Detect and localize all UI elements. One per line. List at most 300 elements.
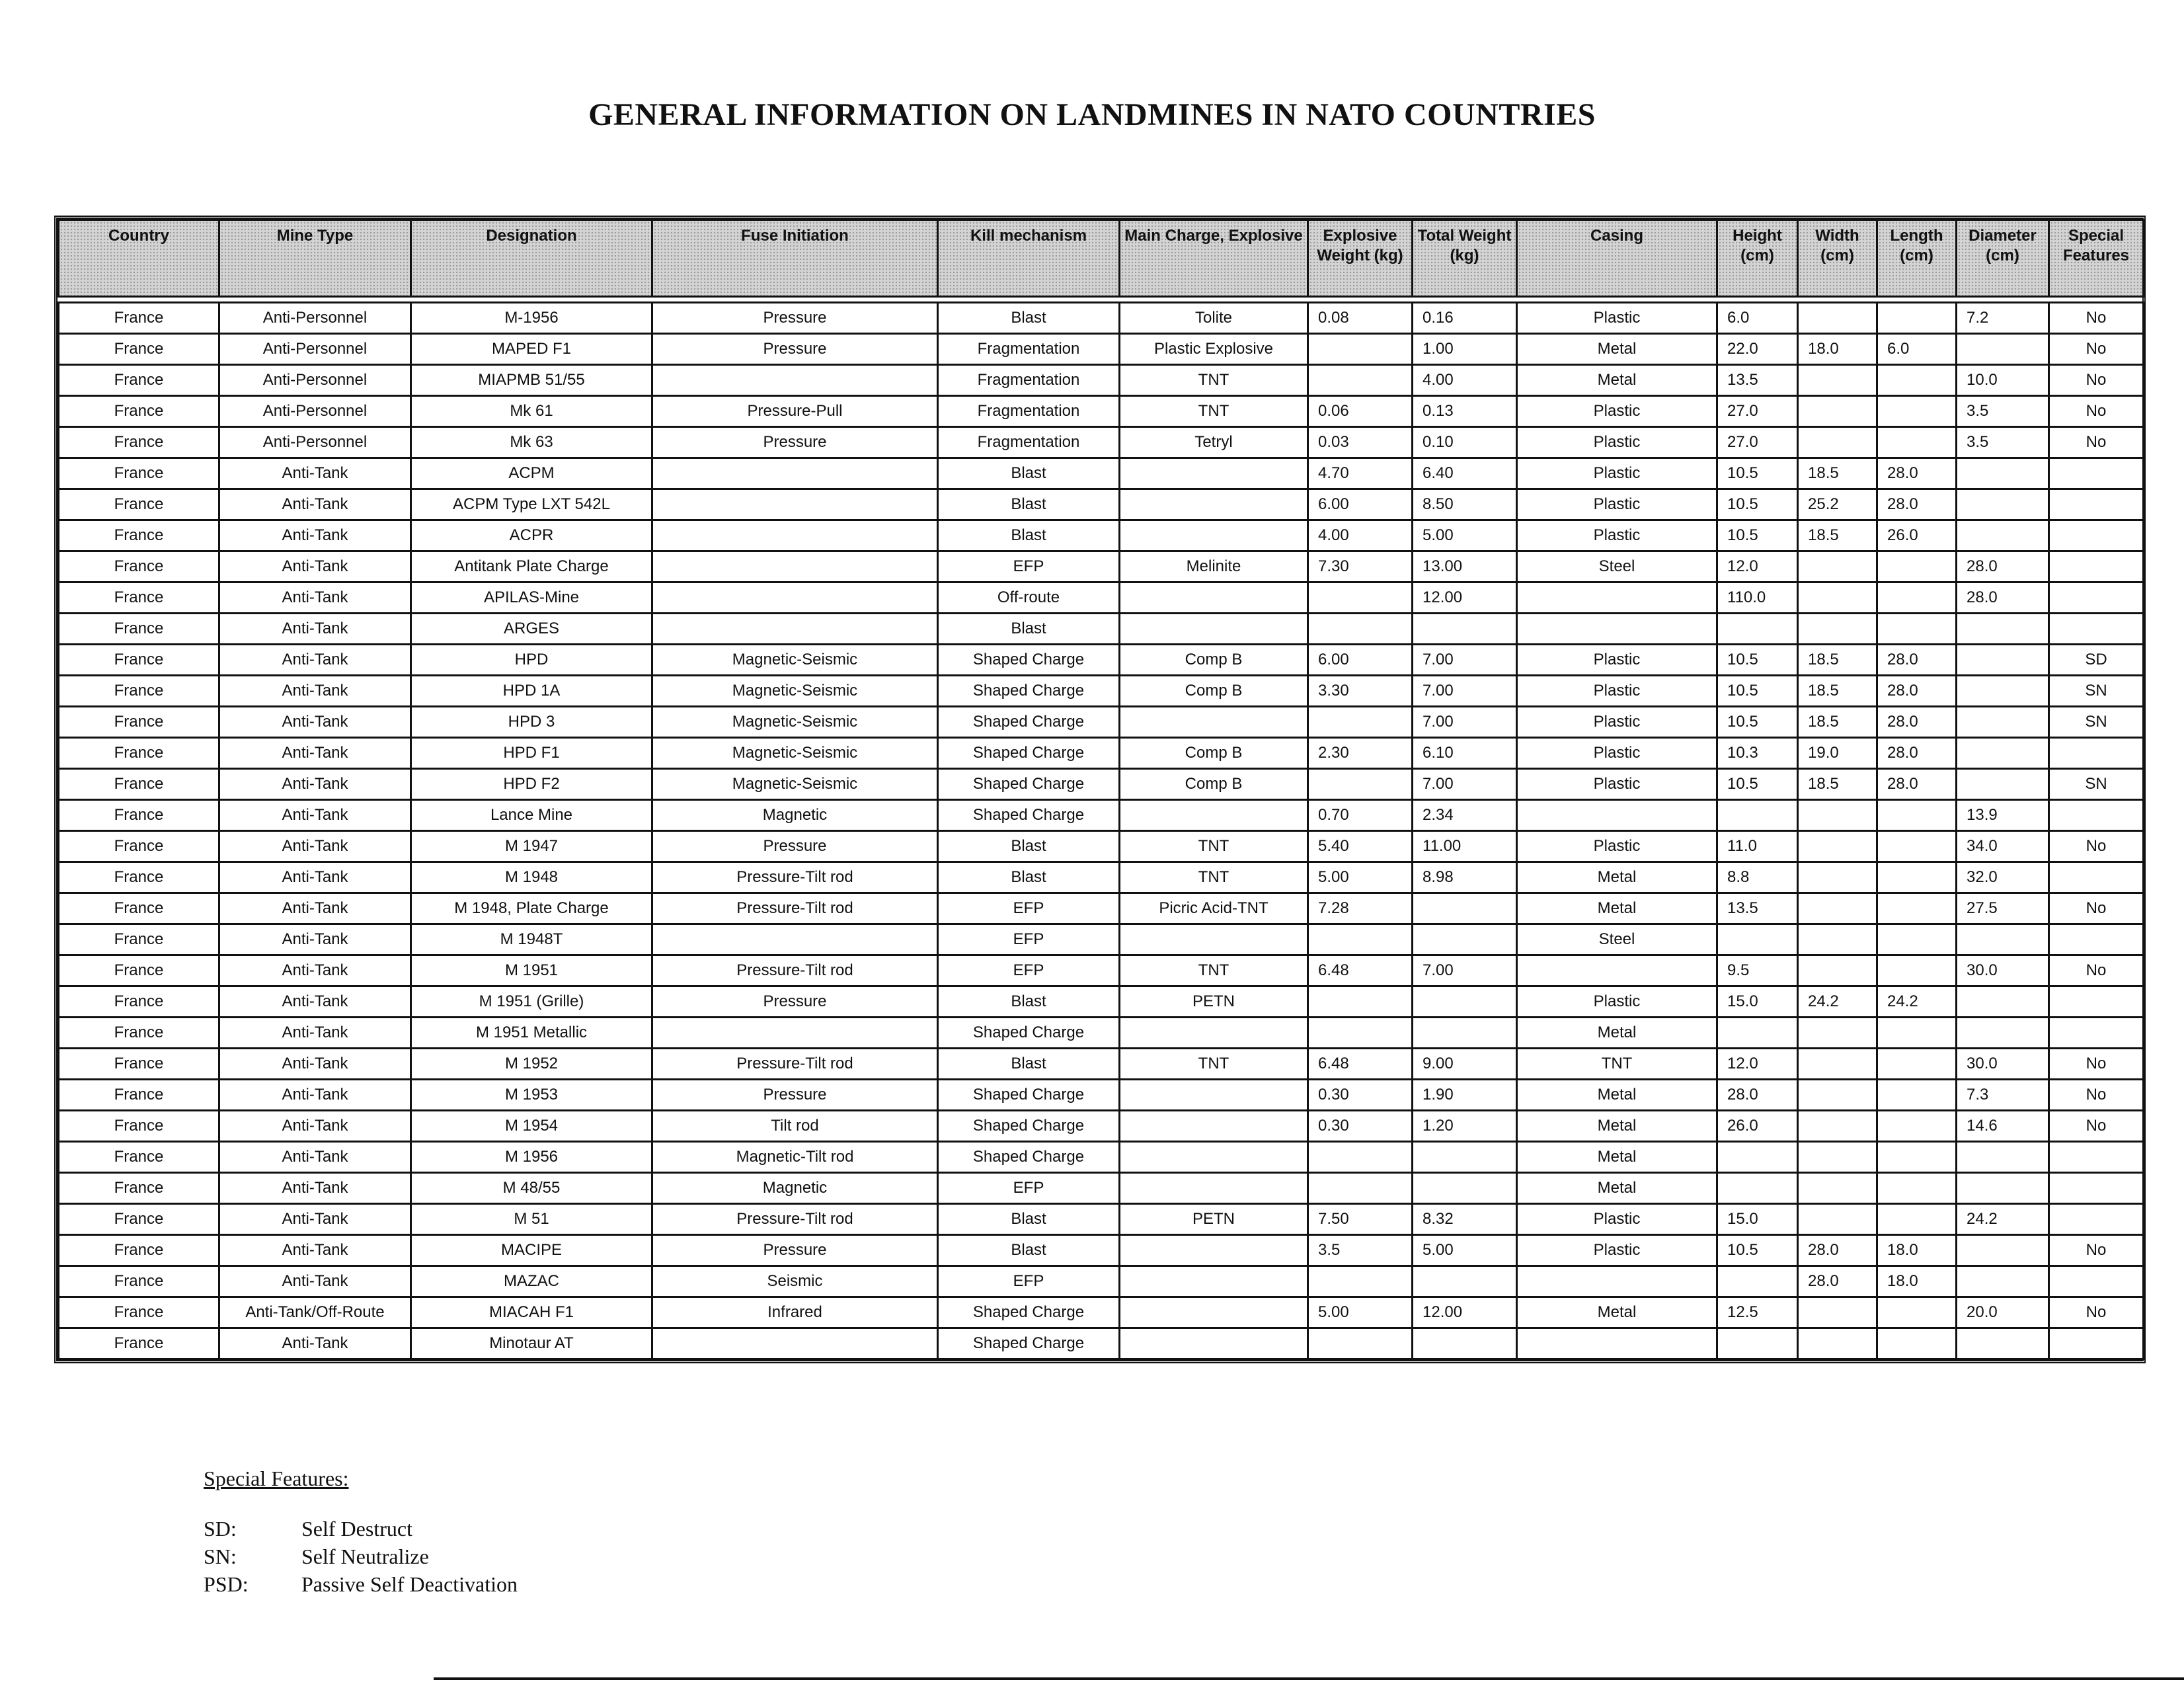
table-cell: 2.30 xyxy=(1308,738,1413,769)
table-cell xyxy=(1877,1049,1957,1080)
table-row xyxy=(59,862,2144,893)
table-cell: M 1951 Metallic xyxy=(411,1018,652,1049)
table-cell: Antitank Plate Charge xyxy=(411,551,652,582)
table-cell: ARGES xyxy=(411,614,652,645)
table-cell: Anti-Tank xyxy=(219,862,411,893)
table-cell: Anti-Tank xyxy=(219,1018,411,1049)
table-cell xyxy=(1308,582,1413,614)
table-cell xyxy=(1120,1173,1308,1204)
table-cell xyxy=(652,582,938,614)
table-cell: Magnetic-Tilt rod xyxy=(652,1142,938,1173)
table-cell: No xyxy=(2049,893,2144,924)
table-cell xyxy=(1798,831,1877,862)
table-cell: ACPR xyxy=(411,520,652,551)
table-cell xyxy=(1120,520,1308,551)
table-cell: 27.5 xyxy=(1957,893,2049,924)
table-cell xyxy=(1413,1173,1517,1204)
table-cell: No xyxy=(2049,365,2144,396)
table-cell: Plastic xyxy=(1517,520,1717,551)
table-cell: 0.16 xyxy=(1413,303,1517,334)
table-cell: France xyxy=(59,1111,219,1142)
table-cell xyxy=(1413,893,1517,924)
table-cell xyxy=(1877,1204,1957,1235)
table-cell: Blast xyxy=(938,1204,1120,1235)
table-cell: Fragmentation xyxy=(938,334,1120,365)
landmine-table xyxy=(54,216,2146,1363)
table-cell: Plastic xyxy=(1517,1235,1717,1266)
table-cell xyxy=(2049,1018,2144,1049)
table-cell xyxy=(1957,645,2049,676)
table-cell xyxy=(652,1018,938,1049)
bottom-divider xyxy=(434,1677,2184,1680)
table-cell: France xyxy=(59,1266,219,1297)
table-cell: M 1948T xyxy=(411,924,652,955)
table-cell: Minotaur AT xyxy=(411,1328,652,1359)
table-cell: Anti-Tank xyxy=(219,769,411,800)
table-row xyxy=(59,1266,2144,1297)
table-cell: Anti-Tank xyxy=(219,582,411,614)
column-header: Mine Type xyxy=(219,220,411,297)
table-cell xyxy=(1308,707,1413,738)
table-cell: Tolite xyxy=(1120,303,1308,334)
table-row xyxy=(59,334,2144,365)
header-separator xyxy=(59,297,2144,303)
table-cell: Magnetic xyxy=(652,1173,938,1204)
table-cell: Melinite xyxy=(1120,551,1308,582)
table-cell: Pressure-Pull xyxy=(652,396,938,427)
table-cell: Anti-Tank xyxy=(219,1204,411,1235)
table-cell: Blast xyxy=(938,862,1120,893)
column-header: Kill mechanism xyxy=(938,220,1120,297)
table-cell xyxy=(1717,1018,1798,1049)
table-cell xyxy=(1413,1142,1517,1173)
table-cell: Pressure xyxy=(652,303,938,334)
table-cell xyxy=(1877,955,1957,986)
table-cell xyxy=(2049,986,2144,1018)
table-cell: Plastic xyxy=(1517,303,1717,334)
table-cell xyxy=(1308,924,1413,955)
table-cell: 28.0 xyxy=(1957,551,2049,582)
table-cell: Anti-Tank xyxy=(219,924,411,955)
table-row xyxy=(59,1111,2144,1142)
table-cell: France xyxy=(59,986,219,1018)
table-cell xyxy=(1877,1080,1957,1111)
table-row xyxy=(59,1142,2144,1173)
table-cell: 12.00 xyxy=(1413,582,1517,614)
table-cell xyxy=(1517,614,1717,645)
table-cell xyxy=(1957,924,2049,955)
table-cell: Metal xyxy=(1517,1142,1717,1173)
table-cell xyxy=(1308,1018,1413,1049)
table-cell: Fragmentation xyxy=(938,365,1120,396)
table-cell xyxy=(2049,1142,2144,1173)
table-cell: Anti-Tank xyxy=(219,1235,411,1266)
table-cell xyxy=(1798,396,1877,427)
table-cell: 0.06 xyxy=(1308,396,1413,427)
table-cell: Blast xyxy=(938,614,1120,645)
table-header-row xyxy=(59,220,2144,297)
table-cell xyxy=(1877,614,1957,645)
table-cell: HPD F2 xyxy=(411,769,652,800)
legend-value: Self Destruct xyxy=(301,1517,412,1541)
table-row xyxy=(59,1235,2144,1266)
table-cell xyxy=(1877,365,1957,396)
table-cell: Blast xyxy=(938,1235,1120,1266)
table-cell: France xyxy=(59,676,219,707)
table-cell: Magnetic-Seismic xyxy=(652,645,938,676)
column-header: Width (cm) xyxy=(1798,220,1877,297)
table-cell xyxy=(1877,396,1957,427)
table-cell: Plastic xyxy=(1517,645,1717,676)
table-cell xyxy=(1957,520,2049,551)
table-cell: Metal xyxy=(1517,365,1717,396)
table-cell: Blast xyxy=(938,303,1120,334)
table-cell: France xyxy=(59,924,219,955)
special-features-legend xyxy=(204,1466,518,1598)
table-cell: 12.0 xyxy=(1717,551,1798,582)
table-cell: Plastic xyxy=(1517,676,1717,707)
table-cell xyxy=(1308,986,1413,1018)
column-header: Special Features xyxy=(2049,220,2144,297)
table-cell: 6.0 xyxy=(1877,334,1957,365)
table-cell: Pressure xyxy=(652,334,938,365)
table-cell: 10.5 xyxy=(1717,707,1798,738)
table-cell xyxy=(1957,769,2049,800)
table-cell: Infrared xyxy=(652,1297,938,1328)
table-cell: 27.0 xyxy=(1717,396,1798,427)
table-cell: 28.0 xyxy=(1877,676,1957,707)
table-cell xyxy=(2049,1266,2144,1297)
table-cell xyxy=(652,458,938,489)
table-cell xyxy=(1120,1328,1308,1359)
table-cell: France xyxy=(59,1049,219,1080)
table-cell xyxy=(1877,427,1957,458)
column-header: Casing xyxy=(1517,220,1717,297)
table-cell: 28.0 xyxy=(1957,582,2049,614)
table-cell: France xyxy=(59,396,219,427)
table-cell: France xyxy=(59,893,219,924)
table-cell: APILAS-Mine xyxy=(411,582,652,614)
table-cell: Steel xyxy=(1517,551,1717,582)
table-cell: 0.70 xyxy=(1308,800,1413,831)
table-row xyxy=(59,1018,2144,1049)
table-cell: Comp B xyxy=(1120,769,1308,800)
table-cell: 1.20 xyxy=(1413,1111,1517,1142)
table-cell: Metal xyxy=(1517,862,1717,893)
table-cell: 8.8 xyxy=(1717,862,1798,893)
legend-key: SN: xyxy=(204,1545,237,1568)
table-cell: Blast xyxy=(938,831,1120,862)
table-cell: Anti-Tank xyxy=(219,1049,411,1080)
table-cell: 8.50 xyxy=(1413,489,1517,520)
table-cell: MAPED F1 xyxy=(411,334,652,365)
table-cell: 28.0 xyxy=(1877,645,1957,676)
table-cell xyxy=(1798,862,1877,893)
table-cell: France xyxy=(59,769,219,800)
table-cell: 28.0 xyxy=(1798,1235,1877,1266)
table-cell xyxy=(1413,1328,1517,1359)
table-cell: 7.30 xyxy=(1308,551,1413,582)
table-cell: Plastic xyxy=(1517,769,1717,800)
table-row xyxy=(59,955,2144,986)
table-cell: No xyxy=(2049,427,2144,458)
table-row xyxy=(59,1080,2144,1111)
table-cell: 7.00 xyxy=(1413,707,1517,738)
table-cell: 1.90 xyxy=(1413,1080,1517,1111)
table-cell: Shaped Charge xyxy=(938,738,1120,769)
table-cell: France xyxy=(59,1204,219,1235)
table-cell xyxy=(1957,676,2049,707)
table-cell xyxy=(1120,707,1308,738)
table-cell: 6.0 xyxy=(1717,303,1798,334)
table-cell xyxy=(1798,1049,1877,1080)
table-cell xyxy=(1120,924,1308,955)
table-cell: Plastic Explosive xyxy=(1120,334,1308,365)
table-cell: 7.2 xyxy=(1957,303,2049,334)
table-cell: M 1954 xyxy=(411,1111,652,1142)
column-header: Main Charge, Explosive xyxy=(1120,220,1308,297)
table-cell: 18.5 xyxy=(1798,769,1877,800)
table-cell xyxy=(1877,1297,1957,1328)
table-row xyxy=(59,458,2144,489)
table-row xyxy=(59,396,2144,427)
table-cell: 6.48 xyxy=(1308,1049,1413,1080)
table-cell: 0.30 xyxy=(1308,1111,1413,1142)
table-cell: Shaped Charge xyxy=(938,1018,1120,1049)
column-header: Designation xyxy=(411,220,652,297)
table-cell: 7.00 xyxy=(1413,769,1517,800)
table-cell xyxy=(1120,1266,1308,1297)
table-cell: M 1952 xyxy=(411,1049,652,1080)
table-cell xyxy=(1957,1173,2049,1204)
table-cell xyxy=(1957,1328,2049,1359)
table-cell: France xyxy=(59,489,219,520)
table-cell: HPD 1A xyxy=(411,676,652,707)
table-cell: Magnetic-Seismic xyxy=(652,676,938,707)
table-cell: 28.0 xyxy=(1798,1266,1877,1297)
table-cell: 3.5 xyxy=(1957,427,2049,458)
table-cell: 7.00 xyxy=(1413,955,1517,986)
table-cell: Anti-Tank xyxy=(219,1111,411,1142)
table-cell: 6.00 xyxy=(1308,645,1413,676)
table-cell: Shaped Charge xyxy=(938,1297,1120,1328)
table-cell: 26.0 xyxy=(1877,520,1957,551)
table-cell: Comp B xyxy=(1120,645,1308,676)
table-cell: 15.0 xyxy=(1717,1204,1798,1235)
table-cell: Anti-Tank xyxy=(219,1142,411,1173)
table-cell: France xyxy=(59,738,219,769)
table-cell xyxy=(1308,1328,1413,1359)
table-cell xyxy=(1413,1018,1517,1049)
table-cell xyxy=(1308,1142,1413,1173)
table-cell: No xyxy=(2049,334,2144,365)
table-cell: France xyxy=(59,1080,219,1111)
table-cell: 2.34 xyxy=(1413,800,1517,831)
table-row xyxy=(59,1328,2144,1359)
table-cell xyxy=(1877,893,1957,924)
table-cell xyxy=(1120,1018,1308,1049)
table-cell: Metal xyxy=(1517,334,1717,365)
table-cell: 13.5 xyxy=(1717,893,1798,924)
table-cell xyxy=(652,520,938,551)
table-row xyxy=(59,645,2144,676)
table-cell xyxy=(1877,551,1957,582)
table-cell: 10.5 xyxy=(1717,769,1798,800)
table-cell: Anti-Personnel xyxy=(219,334,411,365)
table-cell xyxy=(1798,955,1877,986)
column-header: Height (cm) xyxy=(1717,220,1798,297)
table-row xyxy=(59,769,2144,800)
table-cell xyxy=(1517,955,1717,986)
table-cell: Pressure-Tilt rod xyxy=(652,862,938,893)
table-cell xyxy=(2049,489,2144,520)
table-cell xyxy=(2049,924,2144,955)
table-cell xyxy=(1798,303,1877,334)
page-title: GENERAL INFORMATION ON LANDMINES IN NATO COUNTRIES xyxy=(588,97,1596,132)
table-row xyxy=(59,365,2144,396)
table-cell xyxy=(1798,924,1877,955)
table-cell: Plastic xyxy=(1517,489,1717,520)
table-cell: France xyxy=(59,582,219,614)
table-cell xyxy=(1413,1266,1517,1297)
table-cell xyxy=(1308,334,1413,365)
legend-item xyxy=(204,1570,518,1598)
table-cell: 28.0 xyxy=(1877,707,1957,738)
table-cell xyxy=(2049,862,2144,893)
table-cell xyxy=(2049,582,2144,614)
table-cell: Shaped Charge xyxy=(938,1080,1120,1111)
table-cell: Magnetic-Seismic xyxy=(652,707,938,738)
table-cell: Blast xyxy=(938,1049,1120,1080)
table-cell xyxy=(652,924,938,955)
table-cell xyxy=(1517,582,1717,614)
table-cell: Shaped Charge xyxy=(938,645,1120,676)
table-cell xyxy=(1957,458,2049,489)
table-cell: 28.0 xyxy=(1877,458,1957,489)
table-cell: M 1956 xyxy=(411,1142,652,1173)
table-cell: MIACAH F1 xyxy=(411,1297,652,1328)
table-cell xyxy=(1798,893,1877,924)
table-cell: PETN xyxy=(1120,1204,1308,1235)
table-cell: 28.0 xyxy=(1877,738,1957,769)
table-cell: 12.5 xyxy=(1717,1297,1798,1328)
header-separator-cell xyxy=(59,297,2144,303)
table-cell xyxy=(1120,1111,1308,1142)
table-cell: Plastic xyxy=(1517,396,1717,427)
table-cell: 0.08 xyxy=(1308,303,1413,334)
table-cell: M-1956 xyxy=(411,303,652,334)
table-cell: 5.40 xyxy=(1308,831,1413,862)
table-cell: Shaped Charge xyxy=(938,800,1120,831)
table-cell xyxy=(1798,1142,1877,1173)
column-header: Diameter (cm) xyxy=(1957,220,2049,297)
column-header: Total Weight (kg) xyxy=(1413,220,1517,297)
table-cell xyxy=(1957,707,2049,738)
table-cell xyxy=(1798,427,1877,458)
table-cell: Blast xyxy=(938,520,1120,551)
table-cell: 25.2 xyxy=(1798,489,1877,520)
table-cell: 30.0 xyxy=(1957,1049,2049,1080)
table-cell: Blast xyxy=(938,986,1120,1018)
table-cell: 27.0 xyxy=(1717,427,1798,458)
table-cell xyxy=(2049,614,2144,645)
table-cell: Picric Acid-TNT xyxy=(1120,893,1308,924)
table-cell xyxy=(2049,1173,2144,1204)
table-cell: Anti-Tank xyxy=(219,955,411,986)
legend-key: PSD: xyxy=(204,1572,249,1596)
table-cell: 5.00 xyxy=(1413,520,1517,551)
table-row xyxy=(59,893,2144,924)
table-cell: Anti-Tank xyxy=(219,707,411,738)
table-row xyxy=(59,520,2144,551)
table-cell xyxy=(1798,582,1877,614)
table-cell xyxy=(1798,614,1877,645)
table-cell: M 1948 xyxy=(411,862,652,893)
table-cell xyxy=(1717,1173,1798,1204)
table-cell: 18.5 xyxy=(1798,458,1877,489)
table-cell: Blast xyxy=(938,489,1120,520)
table-cell xyxy=(1798,1328,1877,1359)
table-cell: 18.5 xyxy=(1798,676,1877,707)
table-row xyxy=(59,1049,2144,1080)
table-row xyxy=(59,1297,2144,1328)
column-header: Explosive Weight (kg) xyxy=(1308,220,1413,297)
table-cell: EFP xyxy=(938,924,1120,955)
table-cell: 13.9 xyxy=(1957,800,2049,831)
table-cell: 3.5 xyxy=(1957,396,2049,427)
table-cell: 10.5 xyxy=(1717,645,1798,676)
table-cell xyxy=(1798,1204,1877,1235)
table-cell: France xyxy=(59,800,219,831)
table-cell xyxy=(2049,458,2144,489)
table-cell xyxy=(1877,800,1957,831)
table-cell: France xyxy=(59,862,219,893)
table-cell xyxy=(2049,551,2144,582)
table-cell: Plastic xyxy=(1517,986,1717,1018)
table-row xyxy=(59,582,2144,614)
table-cell xyxy=(2049,738,2144,769)
table-cell: 18.0 xyxy=(1877,1266,1957,1297)
table-cell: France xyxy=(59,334,219,365)
table-cell: Metal xyxy=(1517,1173,1717,1204)
table-cell: 0.03 xyxy=(1308,427,1413,458)
table-cell: 0.13 xyxy=(1413,396,1517,427)
table-cell: 28.0 xyxy=(1717,1080,1798,1111)
table-cell xyxy=(1717,614,1798,645)
table-row xyxy=(59,1173,2144,1204)
table-cell: 19.0 xyxy=(1798,738,1877,769)
table-cell xyxy=(1877,924,1957,955)
table-cell: 3.5 xyxy=(1308,1235,1413,1266)
table-cell: MACIPE xyxy=(411,1235,652,1266)
table-cell: Anti-Tank xyxy=(219,645,411,676)
table-cell xyxy=(1308,365,1413,396)
table-cell: 5.00 xyxy=(1308,862,1413,893)
table-cell xyxy=(1957,1235,2049,1266)
table-cell: 10.5 xyxy=(1717,458,1798,489)
table-cell: Pressure-Tilt rod xyxy=(652,893,938,924)
table-cell: France xyxy=(59,1173,219,1204)
table-cell: 6.00 xyxy=(1308,489,1413,520)
table-cell: Shaped Charge xyxy=(938,676,1120,707)
table-cell: No xyxy=(2049,1111,2144,1142)
table-cell: M 1951 xyxy=(411,955,652,986)
table-cell: No xyxy=(2049,1235,2144,1266)
table-row xyxy=(59,707,2144,738)
table-cell xyxy=(1957,986,2049,1018)
table-cell xyxy=(1120,458,1308,489)
table-row xyxy=(59,303,2144,334)
